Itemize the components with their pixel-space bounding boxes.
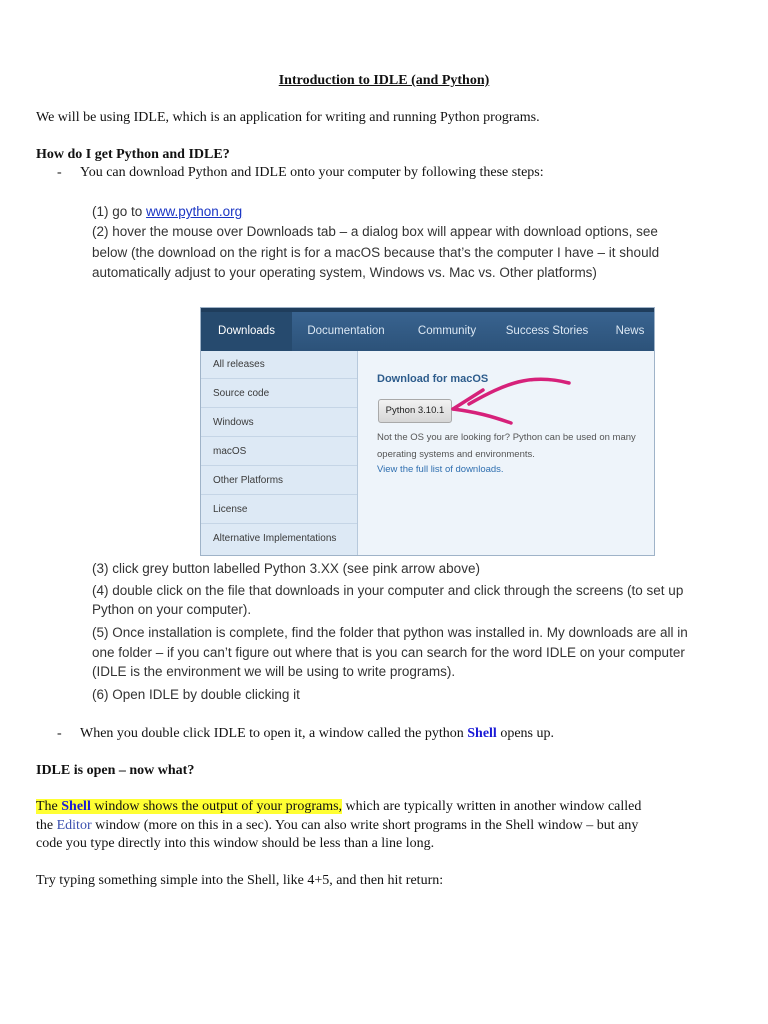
step-5-line-1: (5) Once installation is complete, find the folder that python was installed in. My downloads are all in xyxy=(92,625,688,640)
step-4-line-1: (4) double click on the file that downloads in your computer and click through the screens (to set up xyxy=(92,583,684,598)
heading-get-python: How do I get Python and IDLE? xyxy=(36,147,230,162)
full-downloads-link[interactable]: View the full list of downloads. xyxy=(377,464,504,475)
line-2-the: the xyxy=(36,818,57,833)
highlight-the: The xyxy=(36,799,62,814)
step-1-text: (1) go to xyxy=(92,204,147,219)
step-2-line-2: below (the download on the right is for a macOS because that’s the computer I have – it should xyxy=(92,245,660,260)
intro-paragraph: We will be using IDLE, which is an application for writing and running Python programs. xyxy=(36,110,540,125)
bullet-download: You can download Python and IDLE onto your computer by following these steps: xyxy=(80,165,544,180)
bullet-shell xyxy=(80,726,554,742)
python-downloads-screenshot xyxy=(200,307,655,556)
nav-success-stories[interactable]: Success Stories xyxy=(505,325,589,337)
step-4-line-2: Python on your computer). xyxy=(92,602,252,617)
nav-documentation[interactable]: Documentation xyxy=(307,325,385,337)
editor-term: Editor xyxy=(56,818,92,833)
bullet-dash: - xyxy=(57,165,62,180)
step-6: (6) Open IDLE by double clicking it xyxy=(92,687,300,702)
step-1 xyxy=(92,202,242,222)
step-2-line-1: (2) hover the mouse over Downloads tab – a dialog box will appear with download options, see xyxy=(92,224,658,239)
pink-arrow-annotation xyxy=(201,308,654,555)
menu-all-releases[interactable]: All releases xyxy=(201,351,357,379)
step-3: (3) click grey button labelled Python 3.XX (see pink arrow above) xyxy=(92,561,480,576)
line-2-rest: window (more on this in a sec). You can also write short programs in the Shell window – but any xyxy=(91,818,639,833)
step-5-line-3: (IDLE is the environment we will be using to write programs). xyxy=(92,664,456,679)
menu-license[interactable]: License xyxy=(201,496,357,524)
shell-paragraph-line-3: code you type directly into this window should be less than a line long. xyxy=(36,836,435,851)
nav-news[interactable]: News xyxy=(615,325,645,337)
python-download-button[interactable]: Python 3.10.1 xyxy=(378,399,452,423)
shell-paragraph-rest: which are typically written in another window called xyxy=(342,799,642,814)
step-2-line-3: automatically adjust to your operating system, Windows vs. Mac vs. Other platforms) xyxy=(92,265,597,280)
shell-paragraph-line-2 xyxy=(36,818,638,834)
menu-macos[interactable]: macOS xyxy=(201,438,357,466)
menu-windows[interactable]: Windows xyxy=(201,409,357,437)
nav-community[interactable]: Community xyxy=(417,325,477,337)
bullet-shell-suffix: opens up. xyxy=(496,726,554,741)
bullet-shell-text: When you double click IDLE to open it, a window called the python xyxy=(80,726,468,741)
page-title: Introduction to IDLE (and Python) xyxy=(278,73,490,88)
python-org-link[interactable]: www.python.org xyxy=(146,204,243,219)
download-title: Download for macOS xyxy=(377,373,489,385)
shell-term: Shell xyxy=(467,726,497,741)
heading-idle-open: IDLE is open – now what? xyxy=(36,763,195,778)
step-5-line-2: one folder – if you can’t figure out where that is you can search for the word IDLE on your computer xyxy=(92,645,685,660)
shell-term-highlighted: Shell xyxy=(61,799,91,814)
nav-downloads[interactable]: Downloads xyxy=(201,312,292,351)
bullet-dash: - xyxy=(57,726,62,741)
menu-other-platforms[interactable]: Other Platforms xyxy=(201,467,357,495)
try-typing-paragraph: Try typing something simple into the Shell, like 4+5, and then hit return: xyxy=(36,873,444,888)
shell-paragraph-line-1 xyxy=(36,799,641,815)
menu-alternative-implementations[interactable]: Alternative Implementations xyxy=(213,533,337,544)
menu-source-code[interactable]: Source code xyxy=(201,380,357,408)
highlight-shell-output: window shows the output of your programs, xyxy=(90,799,343,814)
download-description: Not the OS you are looking for? Python can be used on many operating systems and environments. xyxy=(377,432,636,460)
